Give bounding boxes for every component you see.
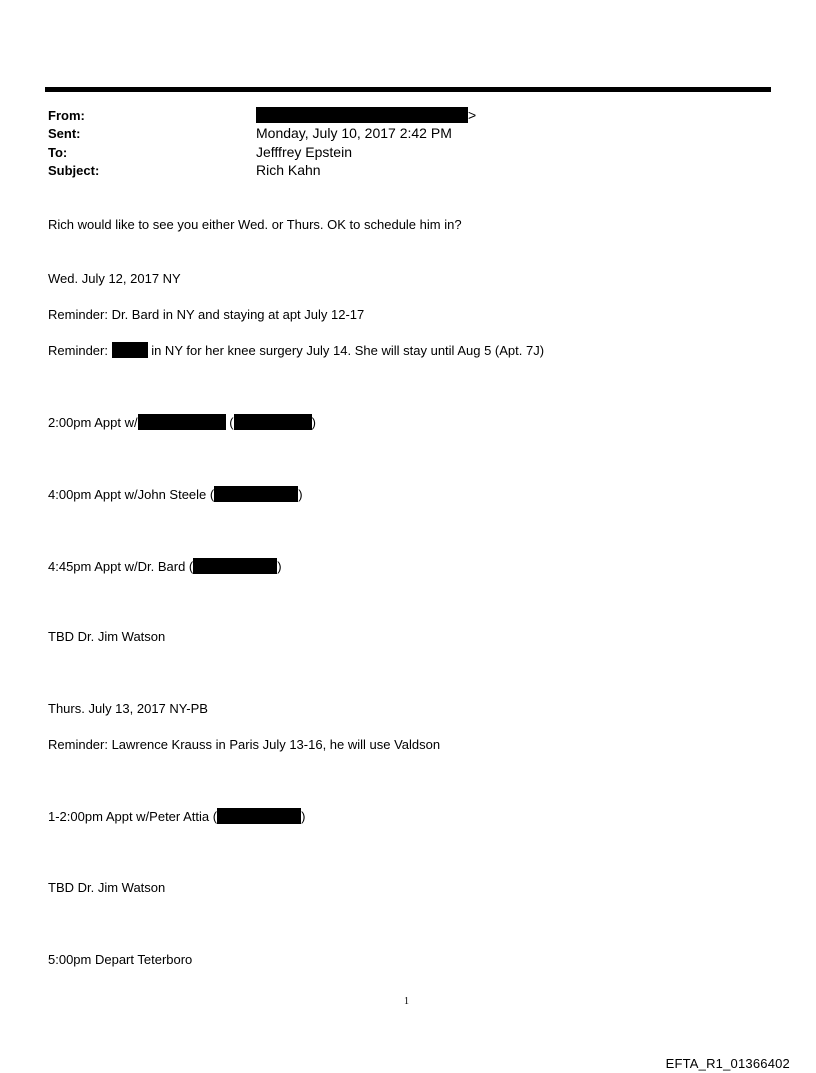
appointment-suffix: ) bbox=[277, 559, 282, 574]
appointment-4 bbox=[48, 808, 305, 825]
sent-label: Sent: bbox=[48, 126, 81, 141]
appointment-prefix: 4:45pm Appt w/Dr. Bard ( bbox=[48, 559, 194, 574]
subject-value: Rich Kahn bbox=[256, 162, 321, 178]
appointment-prefix: 4:00pm Appt w/John Steele ( bbox=[48, 487, 215, 502]
appointment-1 bbox=[48, 414, 316, 431]
intro-text: Rich would like to see you either Wed. or Thurs. OK to schedule him in? bbox=[48, 217, 462, 232]
day1-tbd: TBD Dr. Jim Watson bbox=[48, 629, 166, 644]
document-id: EFTA_R1_01366402 bbox=[665, 1056, 790, 1071]
redaction-box bbox=[112, 342, 148, 358]
day1-reminder-1: Reminder: Dr. Bard in NY and staying at apt July 12-17 bbox=[48, 307, 365, 322]
day2-reminder: Reminder: Lawrence Krauss in Paris July 13-16, he will use Valdson bbox=[48, 737, 441, 752]
appointment-suffix: ) bbox=[301, 809, 306, 824]
from-suffix: > bbox=[468, 107, 477, 123]
page-number: 1 bbox=[404, 996, 409, 1007]
redaction-box bbox=[234, 414, 312, 430]
day1-heading: Wed. July 12, 2017 NY bbox=[48, 271, 181, 286]
day2-heading: Thurs. July 13, 2017 NY-PB bbox=[48, 701, 208, 716]
redaction-box bbox=[193, 558, 277, 574]
from-label: From: bbox=[48, 108, 85, 123]
redaction-box bbox=[256, 107, 468, 123]
appointment-2 bbox=[48, 486, 303, 503]
departure-line: 5:00pm Depart Teterboro bbox=[48, 952, 193, 967]
subject-label: Subject: bbox=[48, 163, 100, 178]
from-value bbox=[256, 107, 476, 123]
appointment-3 bbox=[48, 558, 282, 575]
reminder-prefix: Reminder: bbox=[48, 343, 108, 358]
header-divider-rule bbox=[45, 87, 771, 92]
reminder-suffix: in NY for her knee surgery July 14. She will stay until Aug 5 (Apt. 7J) bbox=[147, 343, 545, 358]
appointment-prefix: 1-2:00pm Appt w/Peter Attia ( bbox=[48, 809, 218, 824]
day1-reminder-2 bbox=[48, 342, 544, 359]
to-value: Jefffrey Epstein bbox=[256, 144, 352, 160]
redaction-box bbox=[138, 414, 226, 430]
redaction-box bbox=[217, 808, 301, 824]
appointment-mid: ( bbox=[225, 415, 234, 430]
to-label: To: bbox=[48, 145, 68, 160]
sent-value: Monday, July 10, 2017 2:42 PM bbox=[256, 125, 452, 141]
appointment-suffix: ) bbox=[298, 487, 303, 502]
appointment-prefix: 2:00pm Appt w/ bbox=[48, 415, 138, 430]
redaction-box bbox=[214, 486, 298, 502]
appointment-suffix: ) bbox=[311, 415, 316, 430]
day2-tbd: TBD Dr. Jim Watson bbox=[48, 880, 166, 895]
